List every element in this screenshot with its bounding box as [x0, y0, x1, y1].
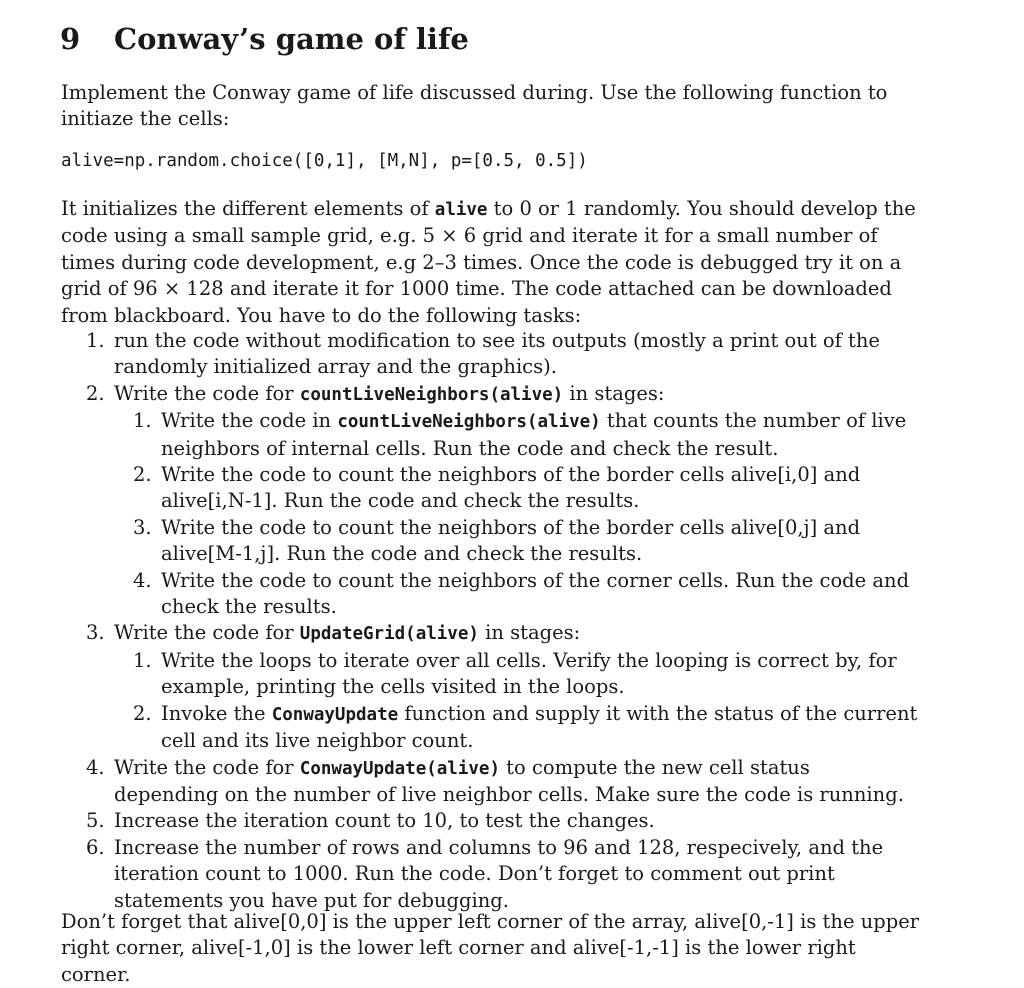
- list-marker: 2.: [133, 701, 152, 725]
- subtask-item: [133, 568, 920, 621]
- task-text: run the code without modification to see its outputs (mostly a print out of the randomly initialized array and the graphics).: [114, 329, 880, 379]
- subtask-item: [133, 648, 920, 701]
- text-run: Write the code in: [161, 409, 338, 433]
- task-item: [86, 808, 920, 834]
- inline-code: UpdateGrid(alive): [299, 624, 479, 645]
- task-text: Write the loops to iterate over all cells. Verify the looping is correct by, for example, printing the cells visited in the loops.: [161, 648, 897, 699]
- list-marker: 1.: [133, 648, 152, 672]
- inline-code: ConwayUpdate(alive): [299, 758, 500, 779]
- tasks-intro-paragraph: [61, 196, 921, 329]
- task-item: [86, 328, 920, 381]
- task-text: Write the code to count the neighbors of the border cells alive[i,0] and alive[i,N-1]. Run the code and check the results.: [161, 463, 861, 513]
- subtask-item: [133, 408, 920, 462]
- task-item: [86, 620, 920, 754]
- inline-code: countLiveNeighbors(alive): [299, 384, 564, 405]
- inline-code: alive: [434, 200, 488, 220]
- task-item: [86, 835, 920, 914]
- text-run: in stages:: [478, 621, 581, 645]
- list-marker: 3.: [86, 621, 105, 645]
- inline-code: ConwayUpdate: [271, 704, 399, 725]
- text-run: in stages:: [563, 381, 665, 405]
- text-run: Write the code for: [114, 755, 300, 779]
- task-item: [86, 381, 920, 621]
- task-item: [86, 755, 920, 809]
- text-run: Write the code for: [114, 621, 300, 645]
- subtask-list: [133, 648, 920, 755]
- code-snippet: alive=np.random.choice([0,1], [M,N], p=[0.5, 0.5]): [61, 151, 588, 171]
- list-marker: 6.: [86, 835, 105, 859]
- text-run: function and supply it with the status of the current cell and its live neighbor count.: [161, 701, 918, 753]
- inline-code: countLiveNeighbors(alive): [337, 412, 601, 433]
- closing-paragraph: Don’t forget that alive[0,0] is the upper left corner of the array, alive[0,-1] is the upper right corner, alive[-1,0] is the lower left corner and alive[-1,-1] is the lower right corner.: [61, 910, 920, 986]
- text-run: that counts the number of live neighbors of internal cells. Run the code and check the result.: [161, 409, 907, 460]
- subtask-item: [133, 462, 920, 515]
- task-text: Increase the iteration count to 10, to test the changes.: [114, 809, 655, 833]
- list-marker: 2.: [86, 381, 105, 405]
- list-marker: 4.: [86, 755, 105, 779]
- list-marker: 3.: [133, 515, 152, 539]
- text-run: to compute the new cell status depending on the number of live neighbor cells. Make sure the code is running.: [114, 755, 904, 806]
- section-heading: [60, 22, 469, 56]
- subtask-item: [133, 701, 920, 755]
- task-text: Write the code to count the neighbors of the border cells alive[0,j] and alive[M-1,j]. Run the code and check the results.: [161, 515, 861, 566]
- subtask-item: [133, 515, 920, 568]
- task-list: [86, 328, 920, 914]
- list-marker: 5.: [86, 809, 105, 833]
- list-marker: 2.: [133, 463, 152, 487]
- section-title: Conway’s game of life: [114, 22, 469, 56]
- section-number: 9: [60, 22, 81, 56]
- intro-paragraph: Implement the Conway game of life discussed during. Use the following function to initiaze the cells:: [61, 81, 888, 130]
- text-run: It initializes the different elements of: [61, 197, 435, 220]
- list-marker: 4.: [133, 568, 152, 592]
- text-run: Write the code for: [114, 381, 300, 405]
- task-text: Increase the number of rows and columns to 96 and 128, respecively, and the iteration count to 1000. Run the code. Don’t forget to comment out print statements you have put for debugging.: [114, 835, 884, 912]
- text-run: Invoke the: [161, 701, 272, 725]
- task-text: Write the code to count the neighbors of the corner cells. Run the code and check the results.: [161, 568, 910, 619]
- list-marker: 1.: [133, 409, 152, 433]
- list-marker: 1.: [86, 329, 105, 352]
- text-run: to 0 or 1 randomly. You should develop the code using a small sample grid, e.g. 5 × 6 grid and iterate it for a small number of times during code development, e.g 2–3 times. Once the code is debugged try it on a grid of 96 × 128 and iterate it for 1000 time. The code attached can be downloaded from blackboard. You have to do the following tasks:: [61, 197, 916, 327]
- subtask-list: [133, 408, 920, 620]
